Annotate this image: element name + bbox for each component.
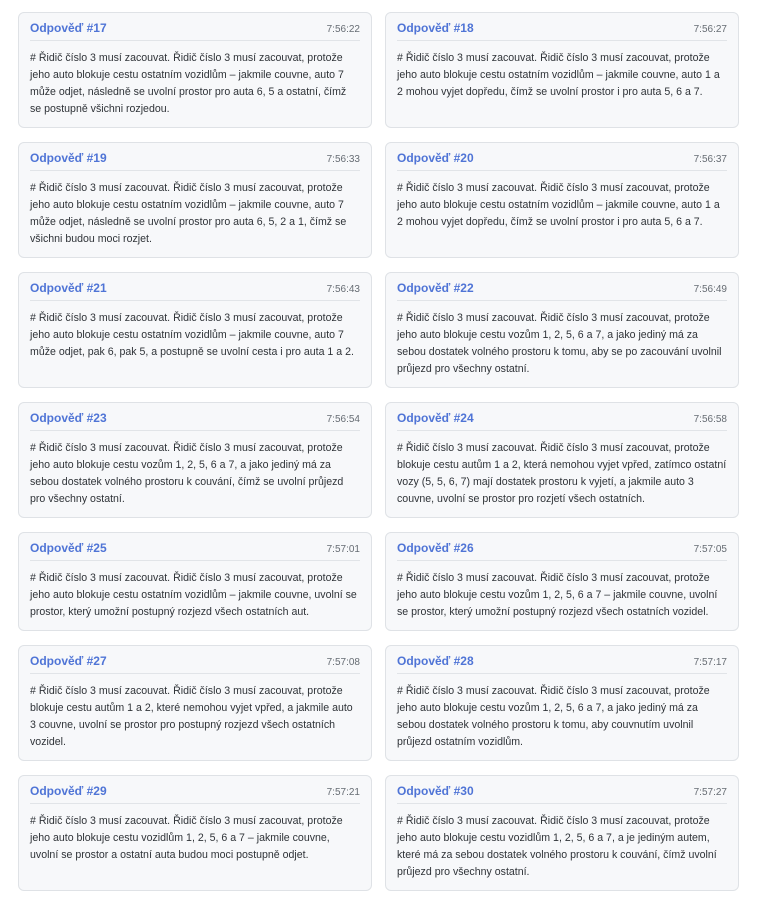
response-text: # Řidič číslo 3 musí zacouvat. Řidič číslo 3 musí zacouvat, protože jeho auto blokuje cestu ostatním vozidlům – jakmile couvne, uvolní se prostor, který umožní postupný rozjezd všech ostatních aut.	[30, 572, 357, 618]
response-card	[385, 142, 739, 258]
response-card	[385, 645, 739, 761]
response-timestamp: 7:56:58	[693, 414, 727, 425]
card-header	[30, 784, 360, 804]
response-text: # Řidič číslo 3 musí zacouvat. Řidič číslo 3 musí zacouvat, protože jeho auto blokuje cestu ostatním vozidlům – jakmile couvne, auto 7 může odjet, následně se uvolní prostor pro auta 6, 5 a ostatní, čímž se postupně všichni rozjedou.	[30, 52, 347, 115]
response-card	[18, 402, 372, 518]
card-header	[397, 21, 727, 41]
response-title: Odpověď #22	[397, 281, 474, 295]
response-text: # Řidič číslo 3 musí zacouvat. Řidič číslo 3 musí zacouvat, protože jeho auto blokuje cestu vozům 1, 2, 5, 6 a 7 – jakmile couvne, uvolní se prostor, který umožní postupný rozjezd všech ostatních vozidel.	[397, 572, 718, 618]
card-header	[397, 151, 727, 171]
response-text: # Řidič číslo 3 musí zacouvat. Řidič číslo 3 musí zacouvat, protože jeho auto blokuje cestu ostatním vozidlům – jakmile couvne, auto 7 může odjet, následně se uvolní prostor pro auta 6, 5, 2 a 1, čímž se všichni budou moci rozjet.	[30, 182, 347, 245]
card-header	[397, 541, 727, 561]
response-timestamp: 7:57:17	[693, 657, 727, 668]
response-text: # Řidič číslo 3 musí zacouvat. Řidič číslo 3 musí zacouvat, protože jeho auto blokuje cestu ostatním vozidlům – jakmile couvne, auto 7 může odjet, pak 6, pak 5, a postupně se uvolní cesta i pro auta 1 a 2.	[30, 312, 354, 358]
response-timestamp: 7:57:27	[693, 787, 727, 798]
response-card	[18, 142, 372, 258]
card-header	[30, 151, 360, 171]
response-title: Odpověď #17	[30, 21, 107, 35]
card-header	[30, 541, 360, 561]
card-header	[30, 654, 360, 674]
response-title: Odpověď #29	[30, 784, 107, 798]
response-card	[18, 532, 372, 631]
response-title: Odpověď #18	[397, 21, 474, 35]
response-title: Odpověď #26	[397, 541, 474, 555]
response-timestamp: 7:56:54	[326, 414, 360, 425]
response-card	[385, 402, 739, 518]
card-header	[397, 784, 727, 804]
response-timestamp: 7:56:43	[326, 284, 360, 295]
response-title: Odpověď #19	[30, 151, 107, 165]
response-card	[385, 532, 739, 631]
response-timestamp: 7:57:05	[693, 544, 727, 555]
response-timestamp: 7:56:49	[693, 284, 727, 295]
response-title: Odpověď #30	[397, 784, 474, 798]
response-text: # Řidič číslo 3 musí zacouvat. Řidič číslo 3 musí zacouvat, protože jeho auto blokuje cestu vozům 1, 2, 5, 6 a 7, a jako jediný má za sebou dostatek volného prostoru k couvání, čímž se uvolní průjezd pro všechny ostatní.	[30, 442, 344, 505]
card-header	[397, 281, 727, 301]
card-header	[397, 654, 727, 674]
card-header	[30, 281, 360, 301]
response-title: Odpověď #21	[30, 281, 107, 295]
card-header	[397, 411, 727, 431]
response-text: # Řidič číslo 3 musí zacouvat. Řidič číslo 3 musí zacouvat, protože blokuje cestu autům 1 a 2, které nemohou vyjet vpřed, a jakmile auto 3 couvne, uvolní se prostor pro postupný rozjezd všech ostatních vozidel.	[30, 685, 353, 748]
response-card	[18, 775, 372, 891]
response-card	[18, 645, 372, 761]
response-title: Odpověď #23	[30, 411, 107, 425]
response-card	[18, 12, 372, 128]
response-card	[385, 775, 739, 891]
response-text: # Řidič číslo 3 musí zacouvat. Řidič číslo 3 musí zacouvat, protože jeho auto blokuje cestu ostatním vozidlům – jakmile couvne, auto 1 a 2 mohou vyjet dopředu, čímž se uvolní prostor i pro auta 5, 6 a 7.	[397, 52, 720, 98]
card-header	[30, 411, 360, 431]
response-text: # Řidič číslo 3 musí zacouvat. Řidič číslo 3 musí zacouvat, protože jeho auto blokuje cestu vozidlům 1, 2, 5, 6 a 7, a je jediným autem, které má za sebou dostatek volného prostoru k couvání, čímž uvolní průjezd pro všechny ostatní.	[397, 815, 717, 878]
response-text: # Řidič číslo 3 musí zacouvat. Řidič číslo 3 musí zacouvat, protože jeho auto blokuje cestu ostatním vozidlům – jakmile couvne, auto 1 a 2 mohou vyjet dopředu, čímž se uvolní prostor i pro auta 5, 6 a 7.	[397, 182, 720, 228]
response-timestamp: 7:57:01	[326, 544, 360, 555]
response-timestamp: 7:56:22	[326, 24, 360, 35]
response-text: # Řidič číslo 3 musí zacouvat. Řidič číslo 3 musí zacouvat, protože jeho auto blokuje cestu vozům 1, 2, 5, 6 a 7, a jako jediný má za sebou dostatek volného prostoru k tomu, aby se po zacouvání uvolnil průjezd pro všechny ostatní.	[397, 312, 722, 375]
response-timestamp: 7:56:33	[326, 154, 360, 165]
response-title: Odpověď #24	[397, 411, 474, 425]
card-header	[30, 21, 360, 41]
response-title: Odpověď #25	[30, 541, 107, 555]
response-text: # Řidič číslo 3 musí zacouvat. Řidič číslo 3 musí zacouvat, protože jeho auto blokuje cestu vozům 1, 2, 5, 6 a 7, a jako jediný má za sebou dostatek volného prostoru k tomu, aby couvnutím uvolnil průjezd ostatním vozidlům.	[397, 685, 710, 748]
response-card	[385, 272, 739, 388]
response-text: # Řidič číslo 3 musí zacouvat. Řidič číslo 3 musí zacouvat, protože jeho auto blokuje cestu vozidlům 1, 2, 5, 6 a 7 – jakmile couvne, uvolní se prostor a ostatní auta budou moci postupně odjet.	[30, 815, 343, 861]
response-timestamp: 7:56:37	[693, 154, 727, 165]
response-title: Odpověď #28	[397, 654, 474, 668]
response-card	[18, 272, 372, 388]
response-title: Odpověď #20	[397, 151, 474, 165]
response-text: # Řidič číslo 3 musí zacouvat. Řidič číslo 3 musí zacouvat, protože blokuje cestu autům 1 a 2, která nemohou vyjet vpřed, zatímco ostatní vozy (5, 5, 6, 7) mají dostatek prostoru k vyjetí, a jakmile auto 3 couvne, uvolní se prostor pro rozjetí všech ostatních.	[397, 442, 727, 505]
response-timestamp: 7:56:27	[693, 24, 727, 35]
response-title: Odpověď #27	[30, 654, 107, 668]
response-timestamp: 7:57:21	[326, 787, 360, 798]
response-timestamp: 7:57:08	[326, 657, 360, 668]
response-card	[385, 12, 739, 128]
